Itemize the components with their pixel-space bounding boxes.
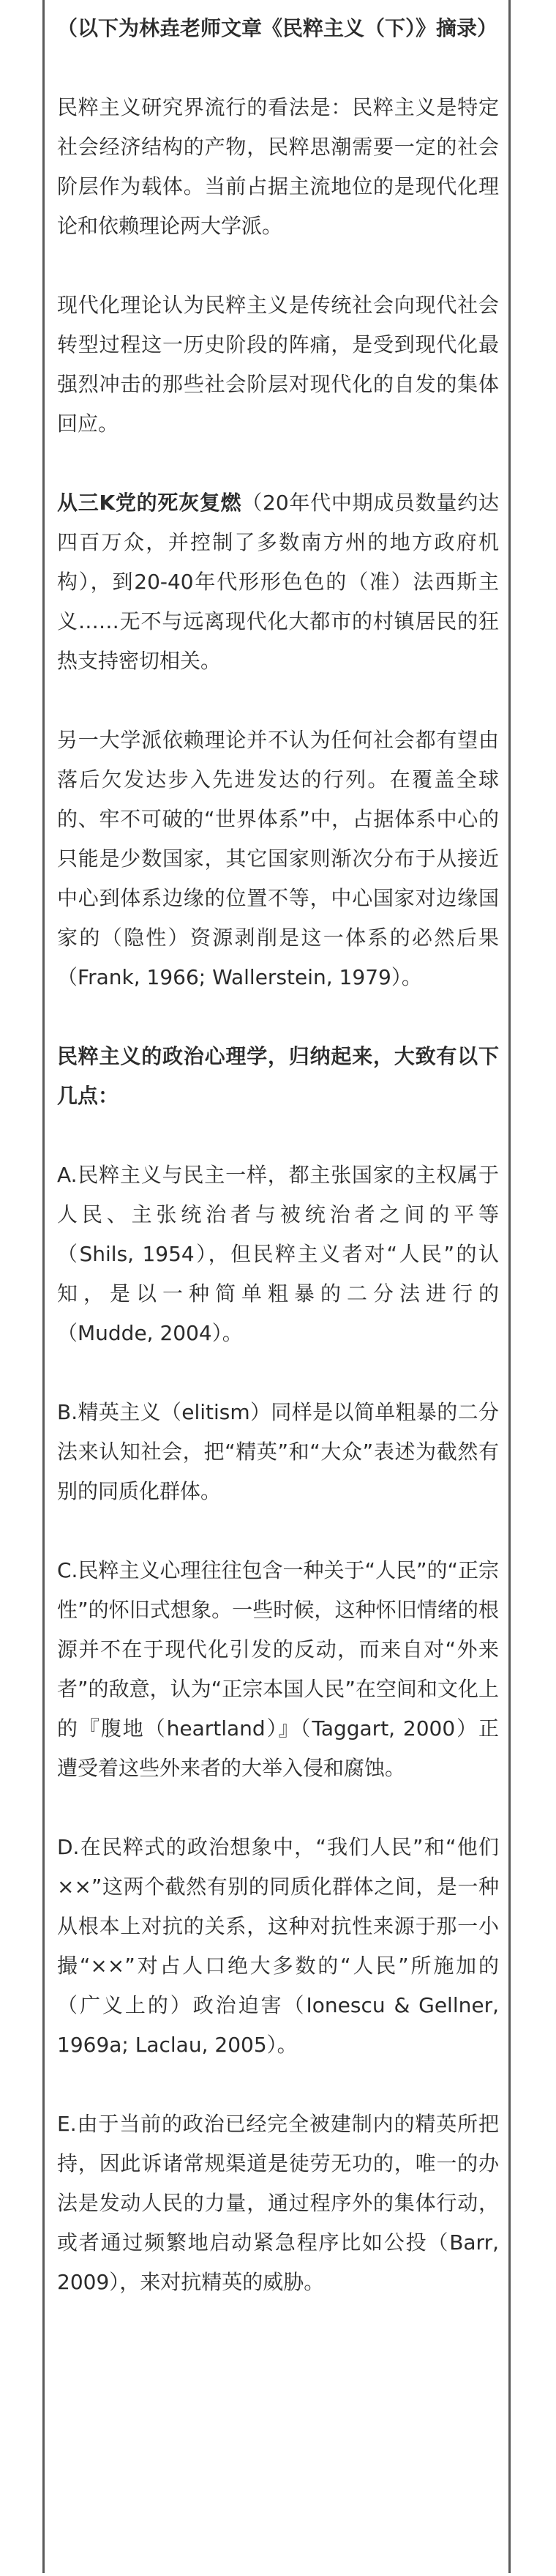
kkk-emphasis: 从三K党的死灰复燃 (57, 491, 242, 515)
article-body (57, 9, 499, 2302)
intro-heading: （以下为林垚老师文章《民粹主义（下）》摘录） (57, 16, 498, 40)
kkk-rest: （20年代中期成员数量约达四百万众，并控制了多数南方州的地方政府机构），到20-40年代形形色色的（准）法西斯主义……无不与远离现代化大都市的村镇居民的狂热支持密切相关。 (57, 491, 499, 673)
point-d: D.在民粹式的政治想象中，“我们人民”和“他们××”这两个截然有别的同质化群体之间，是一种从根本上对抗的关系，这种对抗性来源于那一小撮“××”对占人口绝大多数的“人民”所施加的（广义上的）政治迫害（Ionescu & Gellner, 1969a; Laclau, 2005）。 (57, 1835, 499, 2057)
paragraph-mainstream-view: 民粹主义研究界流行的看法是：民粹主义是特定社会经济结构的产物，民粹思潮需要一定的社会阶层作为载体。当前占据主流地位的是现代化理论和依赖理论两大学派。 (57, 95, 499, 238)
paragraph-modernization-theory: 现代化理论认为民粹主义是传统社会向现代社会转型过程这一历史阶段的阵痛，是受到现代化最强烈冲击的那些社会阶层对现代化的自发的集体回应。 (57, 293, 499, 436)
paragraph-kkk-revival (57, 483, 499, 681)
section-heading-psychology: 民粹主义的政治心理学，归纳起来，大致有以下几点： (57, 1044, 499, 1108)
point-e: E.由于当前的政治已经完全被建制内的精英所把持，因此诉诸常规渠道是徒劳无功的，唯一的办法是发动人民的力量，通过程序外的集体行动，或者通过频繁地启动紧急程序比如公投（Barr, 2009），来对抗精英的威胁。 (57, 2112, 499, 2294)
point-b: B.精英主义（elitism）同样是以简单粗暴的二分法来认知社会，把“精英”和“大众”表述为截然有别的同质化群体。 (57, 1400, 499, 1503)
point-a: A.民粹主义与民主一样，都主张国家的主权属于人民、主张统治者与被统治者之间的平等（Shils, 1954），但民粹主义者对“人民”的认知，是以一种简单粗暴的二分法进行的（Mudde, 2004）。 (57, 1163, 499, 1345)
point-c: C.民粹主义心理往往包含一种关于“人民”的“正宗性”的怀旧式想象。一些时候，这种怀旧情绪的根源并不在于现代化引发的反动，而来自对“外来者”的敌意，认为“正宗本国人民”在空间和文化上的『腹地（heartland）』（Taggart, 2000）正遭受着这些外来者的大举入侵和腐蚀。 (57, 1558, 499, 1780)
paragraph-dependency-theory: 另一大学派依赖理论并不认为任何社会都有望由落后欠发达步入先进发达的行列。在覆盖全球的、牢不可破的“世界体系”中，占据体系中心的只能是少数国家，其它国家则渐次分布于从接近中心到体系边缘的位置不等，中心国家对边缘国家的（隐性）资源剥削是这一体系的必然后果（Frank, 1966; Wallerstein, 1979）。 (57, 728, 499, 989)
